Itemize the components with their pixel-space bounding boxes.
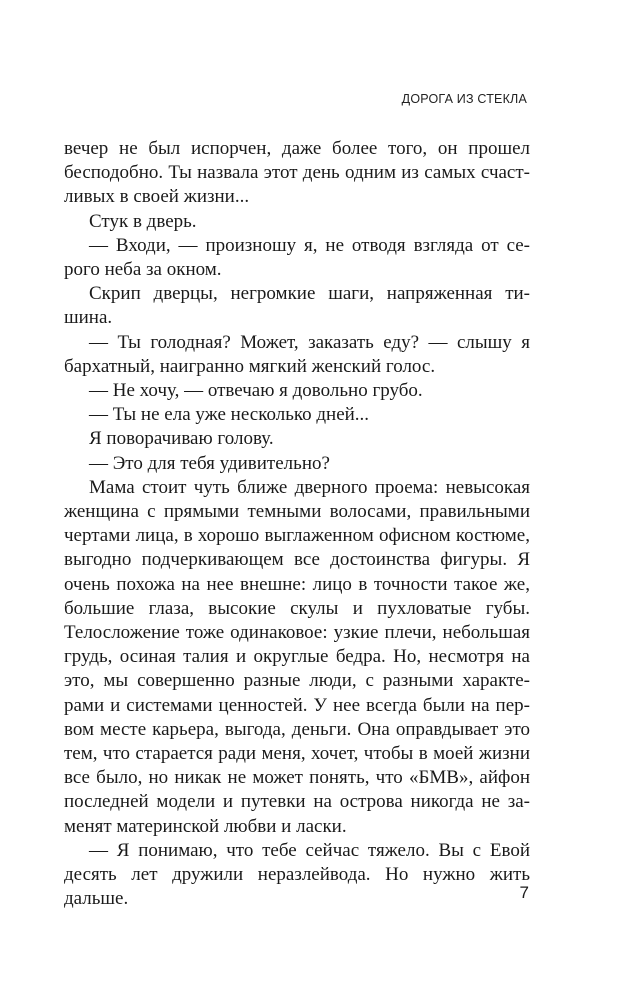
- paragraph: — Входи, — произношу я, не отводя взгляда от серого неба за окном.: [64, 234, 530, 281]
- paragraph: — Я понимаю, что тебе сейчас тяжело. Вы с Евой десять лет дружили неразлейвода. Но нужно жить дальше.: [64, 839, 530, 910]
- paragraph: Стук в дверь.: [89, 210, 197, 232]
- paragraph: — Не хочу, — отвечаю я довольно грубо.: [89, 380, 423, 402]
- paragraph: — Ты голодная? Может, заказать еду? — слышу я бархатный, наигранно мягкий женский голос.: [64, 331, 530, 377]
- running-header: ДОРОГА ИЗ СТЕКЛА: [401, 92, 527, 106]
- paragraph: — Ты не ела уже несколько дней...: [89, 404, 370, 426]
- page-number: 7: [519, 883, 529, 902]
- body-text: [64, 137, 530, 912]
- paragraph: Я поворачиваю голову.: [89, 428, 274, 450]
- paragraph: Мама стоит чуть ближе дверного проема: невысокая женщина с прямыми темными волосами, правильными чертами лица, в хорошо выглаженном офисном костюме, выгодно подчеркивающем все достоинства фигуры. Я очень похожа на нее внешне: лицо в точности такое же, большие глаза, высокие скулы и пухловатые губы. Телосложение тоже одинаковое: узкие плечи, небольшая грудь, осиная талия и округлые бедра. Но, несмотря на это, мы совершенно разные люди, с разными характерами и системами ценностей. У нее всегда были на первом месте карьера, выгода, деньги. Она оправдывает это тем, что старается ради меня, хочет, чтобы в моей жизни все было, но никак не может понять, что «БМВ», айфон последней модели и путевки на острова никогда не заменят материнской любви и ласки.: [64, 476, 530, 837]
- paragraph: — Это для тебя удивительно?: [89, 452, 330, 474]
- paragraph: Скрип дверцы, негромкие шаги, напряженная тишина.: [64, 283, 530, 329]
- paragraph: вечер не был испорчен, даже более того, он прошел бесподобно. Ты назвала этот день одним из самых счастливых в своей жизни...: [64, 138, 530, 208]
